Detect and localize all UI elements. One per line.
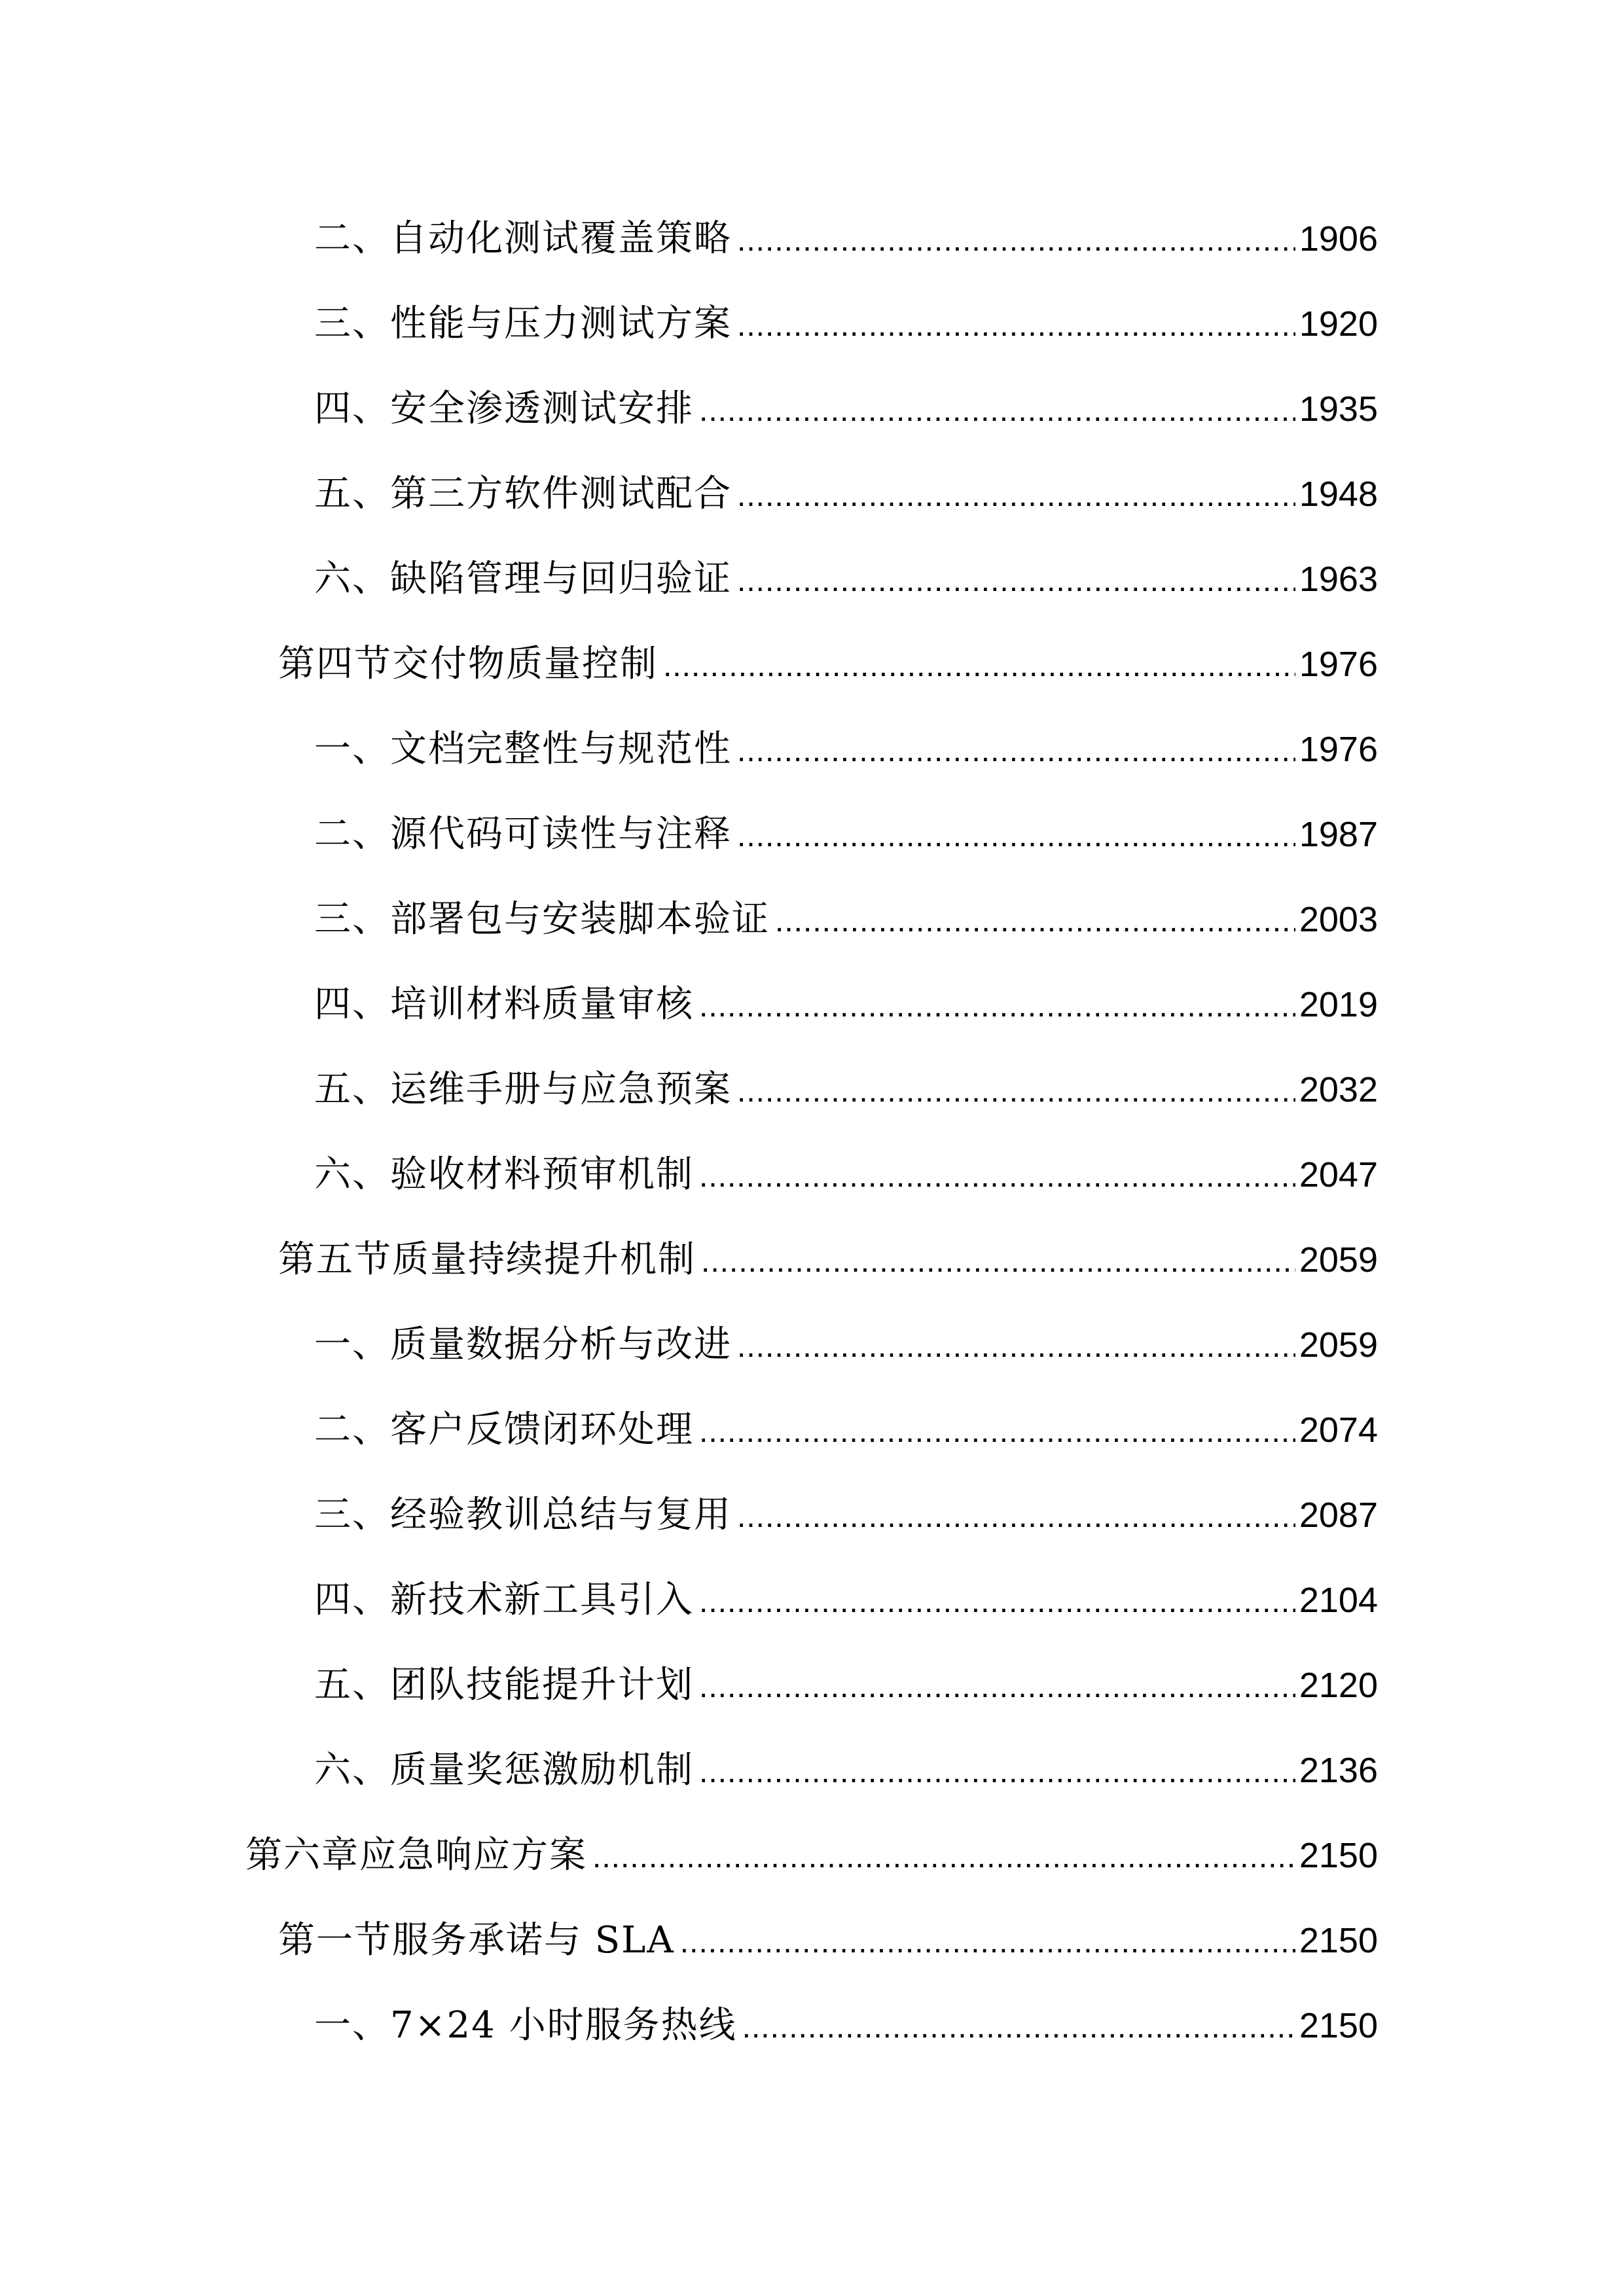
toc-entry[interactable] bbox=[314, 1145, 1378, 1204]
toc-leader-dots bbox=[737, 296, 1295, 355]
toc-entry-page: 2120 bbox=[1299, 1666, 1378, 1705]
toc-entry-page: 2019 bbox=[1299, 985, 1378, 1024]
toc-entry-page: 2059 bbox=[1299, 1240, 1378, 1280]
toc-leader-dots bbox=[699, 1573, 1295, 1632]
toc-entry-title: 四、培训材料质量审核 bbox=[314, 983, 694, 1026]
toc-entry-section[interactable] bbox=[278, 1230, 1378, 1289]
toc-entry-title: 三、经验教训总结与复用 bbox=[314, 1494, 732, 1536]
toc-entry-page: 2136 bbox=[1299, 1751, 1378, 1790]
toc-entry[interactable] bbox=[314, 380, 1378, 439]
toc-entry[interactable] bbox=[314, 1996, 1378, 2055]
toc-entry-title: 六、验收材料预审机制 bbox=[314, 1153, 694, 1196]
toc-entry-title: 一、质量数据分析与改进 bbox=[314, 1323, 732, 1366]
toc-entry-title: 三、部署包与安装脚本验证 bbox=[314, 898, 770, 941]
toc-leader-dots bbox=[699, 1147, 1295, 1206]
toc-entry-title: 六、质量奖惩激励机制 bbox=[314, 1749, 694, 1791]
toc-entry-chapter[interactable] bbox=[245, 1826, 1378, 1885]
toc-leader-dots bbox=[699, 1403, 1295, 1462]
toc-entry-title: 五、团队技能提升计划 bbox=[314, 1664, 694, 1706]
toc-entry[interactable] bbox=[314, 295, 1378, 353]
toc-entry-title: 四、新技术新工具引入 bbox=[314, 1579, 694, 1621]
toc-leader-dots bbox=[737, 467, 1295, 526]
toc-leader-dots bbox=[737, 211, 1295, 270]
toc-entry-section[interactable] bbox=[278, 1911, 1378, 1970]
toc-entry-title: 六、缺陷管理与回归验证 bbox=[314, 558, 732, 600]
toc-entry-page: 1987 bbox=[1299, 815, 1378, 854]
toc-entry-page: 1906 bbox=[1299, 219, 1378, 259]
toc-leader-dots bbox=[592, 1828, 1295, 1887]
toc-entry-title: 第四节交付物质量控制 bbox=[278, 643, 658, 685]
toc-entry-page: 2003 bbox=[1299, 900, 1378, 939]
toc-entry-title: 第六章应急响应方案 bbox=[245, 1834, 587, 1876]
toc-leader-dots bbox=[699, 1658, 1295, 1717]
toc-entry-title: 第一节服务承诺与 SLA bbox=[278, 1919, 675, 1962]
toc-entry-title: 第五节质量持续提升机制 bbox=[278, 1238, 696, 1281]
toc-entry-title: 四、安全渗透测试安排 bbox=[314, 387, 694, 430]
toc-leader-dots bbox=[775, 892, 1295, 951]
toc-leader-dots bbox=[737, 722, 1295, 781]
toc-entry-title: 二、客户反馈闭环处理 bbox=[314, 1408, 694, 1451]
toc-entry-page: 2059 bbox=[1299, 1325, 1378, 1365]
toc-entry-title: 一、文档完整性与规范性 bbox=[314, 728, 732, 770]
toc-entry-page: 1963 bbox=[1299, 560, 1378, 599]
toc-leader-dots bbox=[699, 1743, 1295, 1802]
toc-leader-dots bbox=[737, 552, 1295, 611]
toc-entry[interactable] bbox=[314, 1571, 1378, 1630]
toc-entry[interactable] bbox=[314, 1741, 1378, 1800]
toc-entry-page: 2104 bbox=[1299, 1581, 1378, 1620]
toc-entry[interactable] bbox=[314, 720, 1378, 779]
toc-entry-title: 二、源代码可读性与注释 bbox=[314, 813, 732, 855]
toc-entry-page: 2150 bbox=[1299, 1836, 1378, 1875]
toc-entry[interactable] bbox=[314, 890, 1378, 949]
toc-entry-page: 1948 bbox=[1299, 475, 1378, 514]
toc-entry[interactable] bbox=[314, 465, 1378, 524]
toc-entry[interactable] bbox=[314, 1656, 1378, 1715]
toc-entry-title: 五、第三方软件测试配合 bbox=[314, 473, 732, 515]
toc-entry-title: 三、性能与压力测试方案 bbox=[314, 302, 732, 345]
toc-entry-section[interactable] bbox=[278, 635, 1378, 694]
toc-entry-page: 2032 bbox=[1299, 1070, 1378, 1109]
toc-entry-page: 2047 bbox=[1299, 1155, 1378, 1194]
toc-entry-page: 2074 bbox=[1299, 1410, 1378, 1450]
toc-leader-dots bbox=[737, 1488, 1295, 1547]
toc-entry-page: 1976 bbox=[1299, 730, 1378, 769]
toc-entry[interactable] bbox=[314, 550, 1378, 609]
toc-leader-dots bbox=[737, 1062, 1295, 1121]
toc-leader-dots bbox=[742, 1998, 1295, 2057]
toc-leader-dots bbox=[699, 977, 1295, 1036]
toc-entry[interactable] bbox=[314, 805, 1378, 864]
toc-entry-title: 五、运维手册与应急预案 bbox=[314, 1068, 732, 1111]
toc-entry[interactable] bbox=[314, 1316, 1378, 1374]
toc-leader-dots bbox=[663, 637, 1295, 696]
toc-leader-dots bbox=[737, 1318, 1295, 1376]
toc-entry-page: 1920 bbox=[1299, 304, 1378, 344]
toc-entry-page: 1976 bbox=[1299, 645, 1378, 684]
toc-entry[interactable] bbox=[314, 209, 1378, 268]
toc-leader-dots bbox=[699, 382, 1295, 440]
toc-entry-page: 1935 bbox=[1299, 389, 1378, 429]
toc-entry[interactable] bbox=[314, 1401, 1378, 1460]
toc-entry-title: 二、自动化测试覆盖策略 bbox=[314, 217, 732, 260]
toc-entry[interactable] bbox=[314, 1060, 1378, 1119]
toc-entry[interactable] bbox=[314, 1486, 1378, 1545]
toc-leader-dots bbox=[680, 1913, 1295, 1972]
toc-leader-dots bbox=[701, 1232, 1295, 1291]
toc-leader-dots bbox=[737, 807, 1295, 866]
toc-entry[interactable] bbox=[314, 975, 1378, 1034]
toc-entry-page: 2150 bbox=[1299, 2006, 1378, 2045]
toc-entry-title: 一、7×24 小时服务热线 bbox=[314, 2004, 737, 2047]
toc-entry-page: 2087 bbox=[1299, 1496, 1378, 1535]
toc-entry-page: 2150 bbox=[1299, 1921, 1378, 1960]
